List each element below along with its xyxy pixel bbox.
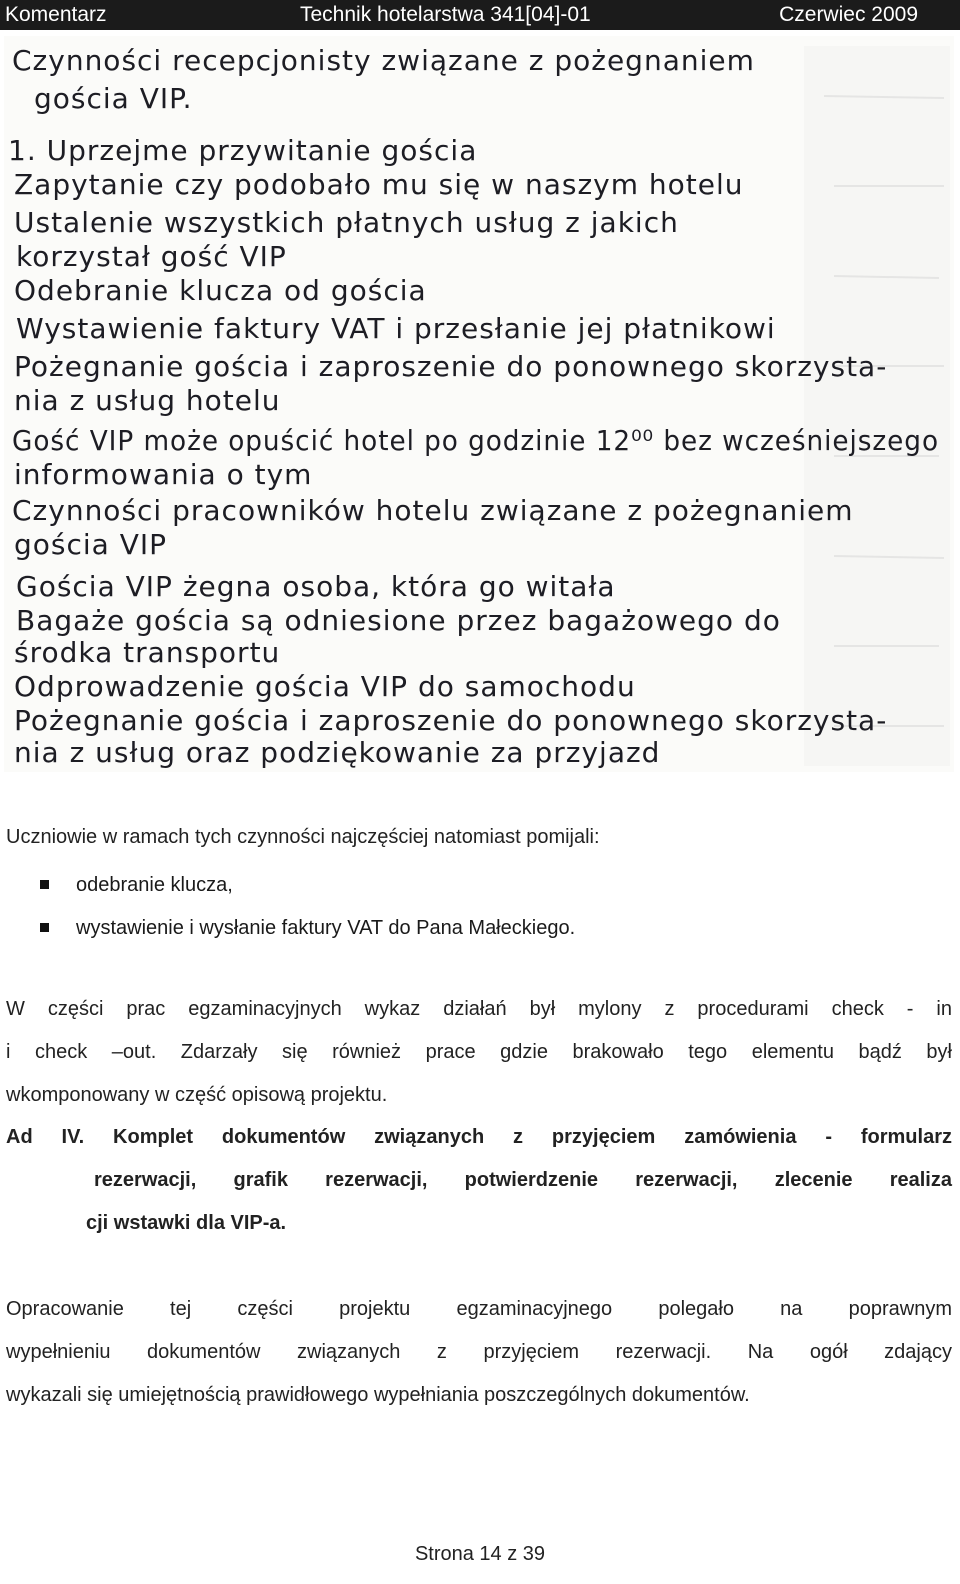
handwritten-line: Ustalenie wszystkich płatnych usług z jakich [14, 206, 679, 239]
handwritten-line: nia z usług oraz podziękowanie za przyjazd [14, 736, 661, 769]
handwritten-line: środka transportu [14, 636, 281, 669]
handwritten-line: nia z usług hotelu [14, 384, 281, 417]
handwritten-line: Pożegnanie gościa i zaproszenie do ponownego skorzysta- [14, 704, 888, 737]
paragraph-line: wkomponowany w część opisową projektu. [6, 1084, 388, 1106]
handwritten-line: Odebranie klucza od gościa [14, 274, 427, 307]
list-item-text: wystawienie i wysłanie faktury VAT do Pana Małeckiego. [76, 917, 576, 939]
paragraph-line: i check –out. Zdarzały się również prace gdzie brakowało tego elementu bądź był [6, 1041, 952, 1063]
handwritten-line: 1. Uprzejme przywitanie gościa [8, 134, 478, 167]
list-item [40, 907, 575, 950]
handwritten-line: Czynności recepcjonisty związane z pożegnaniem [12, 44, 755, 77]
header-date: Czerwiec 2009 [779, 3, 918, 26]
intro-paragraph: Uczniowie w ramach tych czynności najczęściej natomiast pomijali: [6, 826, 600, 848]
page-number: Strona 14 z 39 [414, 1543, 546, 1565]
ad-iv-heading [6, 1116, 952, 1245]
list-item [40, 864, 575, 907]
handwritten-line: Czynności pracowników hotelu związane z pożegnaniem [12, 494, 854, 527]
ad-iv-line: Ad IV. Komplet dokumentów związanych z przyjęciem zamówienia - formularz [6, 1126, 952, 1148]
ad-iv-line: cji wstawki dla VIP-a. [86, 1212, 287, 1234]
documents-paragraph [6, 1288, 952, 1417]
bullet-square-icon [40, 880, 49, 889]
ad-iv-line: rezerwacji, grafik rezerwacji, potwierdzenie rezerwacji, zlecenie realiza [94, 1169, 952, 1191]
checkin-paragraph [6, 988, 952, 1117]
header-doc-type: Komentarz [5, 3, 107, 26]
paragraph-line: wykazali się umiejętnością prawidłowego wypełniania poszczególnych dokumentów. [6, 1384, 750, 1406]
handwritten-line: Gościa VIP żegna osoba, która go witała [16, 570, 616, 603]
handwritten-line: Bagaże gościa są odniesione przez bagażowego do [16, 604, 781, 637]
omitted-items-list [40, 864, 575, 950]
handwritten-line: Odprowadzenie gościa VIP do samochodu [14, 670, 636, 703]
handwritten-line: Pożegnanie gościa i zaproszenie do ponownego skorzysta- [14, 350, 888, 383]
handwritten-line: gościa VIP. [34, 82, 193, 115]
paragraph-line: Opracowanie tej części projektu egzaminacyjnego polegało na poprawnym [6, 1298, 952, 1320]
bullet-square-icon [40, 923, 49, 932]
handwritten-line: informowania o tym [14, 458, 313, 491]
paragraph-line: wypełnieniu dokumentów związanych z przyjęciem rezerwacji. Na ogół zdający [6, 1341, 952, 1363]
handwritten-scan [4, 36, 954, 772]
handwritten-lines [8, 44, 939, 769]
header-exam-code: Technik hotelarstwa 341[04]-01 [300, 3, 591, 26]
handwritten-scan-svg [4, 36, 954, 772]
paragraph-line: W części prac egzaminacyjnych wykaz działań był mylony z procedurami check - in [6, 998, 952, 1020]
bleed-through-marks [804, 46, 950, 766]
handwritten-line: Gość VIP może opuścić hotel po godzinie 12⁰⁰ bez wcześniejszego [12, 424, 939, 457]
handwritten-line: Zapytanie czy podobało mu się w naszym hotelu [14, 168, 744, 201]
handwritten-line: korzystał gość VIP [16, 240, 287, 273]
handwritten-line: Wystawienie faktury VAT i przesłanie jej płatnikowi [16, 312, 776, 345]
handwritten-line: gościa VIP [14, 528, 168, 561]
page-header [0, 0, 960, 30]
list-item-text: odebranie klucza, [76, 874, 233, 896]
